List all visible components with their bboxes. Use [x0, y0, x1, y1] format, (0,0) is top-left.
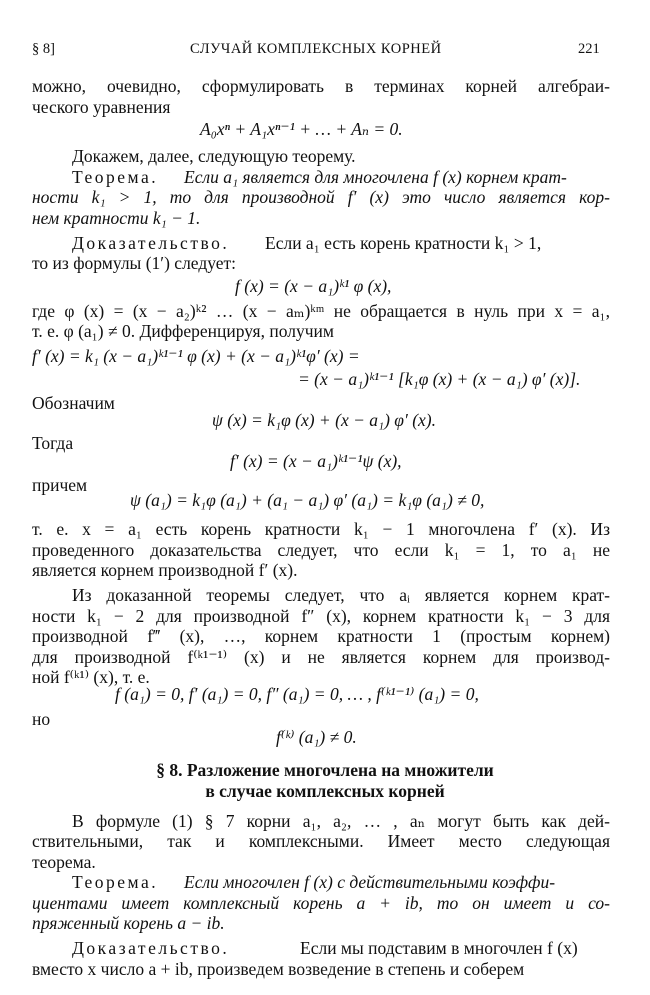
text-line: можно, очевидно, сформулировать в терминах корней алгебраи- [32, 76, 610, 97]
text-line: Если мы подставим в многочлен f (x) [300, 938, 578, 959]
text-line: т. е. φ (a₁) ≠ 0. Дифференцируя, получим [32, 321, 334, 342]
section-heading: в случае комплексных корней [205, 780, 445, 801]
theorem-label: Теорема. [72, 872, 159, 893]
text-line: но [32, 709, 51, 729]
equation: ψ (a₁) = k₁φ (a₁) + (a₁ − a₁) φ′ (a₁) = k₁φ (a₁) ≠ 0, [130, 490, 485, 511]
text-line: Докажем, далее, следующую теорему. [72, 146, 356, 167]
text-line: Тогда [32, 433, 74, 454]
text-line: теорема. [32, 851, 96, 872]
text-line: производной f‴ (x), …, корнем кратности 1 (простым корнем) [32, 626, 610, 647]
theorem-label: Теорема. [72, 166, 159, 187]
equation: A₀xⁿ + A₁xⁿ⁻¹ + … + Aₙ = 0. [200, 119, 403, 140]
text-line: для производной f⁽ᵏ¹⁻¹⁾ (x) и не является корнем для производ- [32, 646, 610, 667]
text-line: т. е. x = a₁ есть корень кратности k₁ − 1 многочлена f′ (x). Из [32, 519, 610, 539]
text-line: Из доказанной теоремы следует, что aᵢ является корнем крат- [72, 585, 610, 606]
proof-label: Доказательство. [72, 938, 230, 959]
text-line: является корнем производной f′ (x). [32, 560, 298, 580]
text-line: где φ (x) = (x − a₂)ᵏ² … (x − aₘ)ᵏᵐ не обращается в нуль при x = a₁, [32, 300, 610, 321]
text-line: ствительными, так и комплексными. Имеет место следующая [32, 831, 610, 852]
equation: f (x) = (x − a₁)ᵏ¹ φ (x), [235, 275, 392, 296]
text-line: Если a₁ есть корень кратности k₁ > 1, [265, 232, 542, 253]
text-line: проведенного доказательства следует, что если k₁ = 1, то a₁ не [32, 539, 610, 560]
running-title: СЛУЧАЙ КОМПЛЕКСНЫХ КОРНЕЙ [190, 41, 442, 57]
text-line: причем [32, 475, 88, 496]
equation: f′ (x) = (x − a₁)ᵏ¹⁻¹ψ (x), [230, 451, 402, 471]
section-heading: § 8. Разложение многочлена на множители [156, 760, 494, 781]
page-number: 221 [578, 41, 600, 57]
text-line: В формуле (1) § 7 корни a₁, a₂, … , aₙ могут быть как дей- [72, 810, 610, 831]
theorem-text: нем кратности k₁ − 1. [32, 207, 201, 228]
text-line: ческого уравнения [32, 96, 171, 117]
equation: f⁽ᵏ⁾ (a₁) ≠ 0. [276, 726, 357, 747]
theorem-text: ности k₁ > 1, то для производной f′ (x) это число является кор- [32, 187, 610, 208]
theorem-text: Если a₁ является для многочлена f (x) корнем крат- [184, 166, 567, 187]
text-line: то из формулы (1′) следует: [32, 253, 237, 274]
theorem-text: циентами имеет комплексный корень a + ib, то он имеет и со- [32, 892, 610, 913]
text-line: вместо x число a + ib, произведем возведение в степень и соберем [32, 958, 525, 979]
text-line: ной f⁽ᵏ¹⁾ (x), т. е. [32, 667, 150, 688]
text-line: Обозначим [32, 393, 115, 414]
theorem-text: Если многочлен f (x) с действительными коэффи- [184, 872, 556, 893]
theorem-text: пряженный корень a − ib. [32, 913, 225, 934]
text-line: ности k₁ − 2 для производной f″ (x), корнем кратности k₁ − 3 для [32, 605, 610, 626]
equation: = (x − a₁)ᵏ¹⁻¹ [k₁φ (x) + (x − a₁) φ′ (x)]. [298, 369, 581, 389]
equation: f (a₁) = 0, f′ (a₁) = 0, f″ (a₁) = 0, … , f⁽ᵏ¹⁻¹⁾ (a₁) = 0, [115, 683, 479, 704]
header-section: § 8] [32, 41, 55, 57]
equation: ψ (x) = k₁φ (x) + (x − a₁) φ′ (x). [212, 410, 436, 430]
equation: f′ (x) = k₁ (x − a₁)ᵏ¹⁻¹ φ (x) + (x − a₁)ᵏ¹φ′ (x) = [32, 345, 360, 366]
proof-label: Доказательство. [72, 232, 230, 253]
